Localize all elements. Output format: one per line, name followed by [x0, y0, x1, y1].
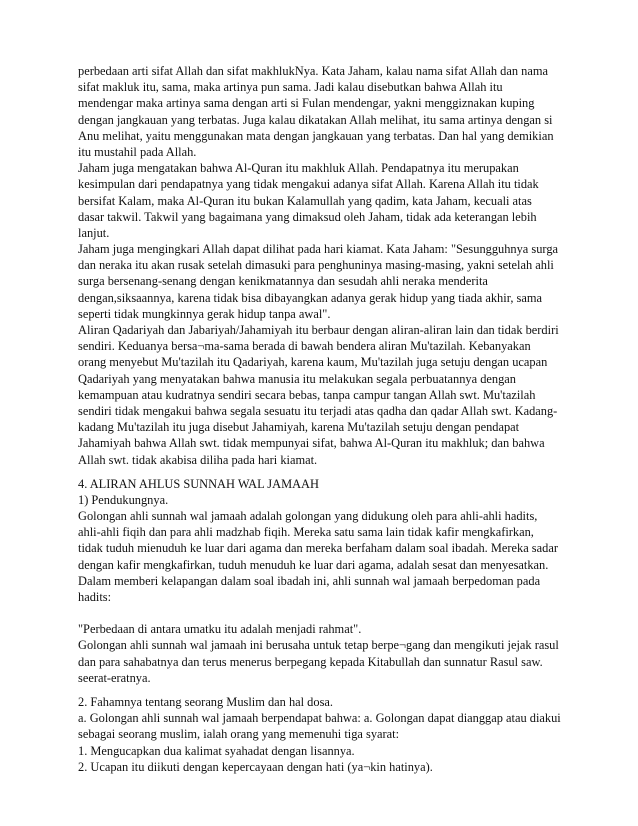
- text-line: perbedaan arti sifat Allah dan sifat makhlukNya. Kata Jaham, kalau nama sifat Allah dan nama: [78, 64, 548, 78]
- text-line: lanjut.: [78, 225, 110, 240]
- text-line: dengan jangkauan yang terbatas. Juga kalau dikatakan Allah melihat, itu sama artinya dengan si: [78, 112, 553, 127]
- subheading: 1) Pendukungnya.: [78, 492, 169, 507]
- text-line: Golongan ahli sunnah wal jamaah ini berusaha untuk tetap berpe¬gang dan mengikuti jejak rasul: [78, 638, 559, 653]
- quote-line: "Perbedaan di antara umatku itu adalah menjadi rahmat".: [78, 622, 362, 637]
- text-line: Dalam memberi kelapangan dalam soal ibadah ini, ahli sunnah wal jamaah berpedoman pada: [78, 573, 541, 588]
- paragraph-spacer: [78, 686, 564, 694]
- text-line: sendiri. Keduanya bersa¬ma-sama berada di bawah bendera aliran Mu'tazilah. Kebanyakan: [78, 339, 531, 354]
- text-line: sebagai seorang muslim, ialah orang yang memenuhi tiga syarat:: [78, 727, 400, 742]
- text-line: orang menyebut Mu'tazilah itu Qadariyah, karena kaum, Mu'tazilah juga setuju dengan ucapan: [78, 355, 548, 370]
- text-line: Golongan ahli sunnah wal jamaah adalah golongan yang didukung oleh para ahli-ahli hadits,: [78, 509, 538, 524]
- text-line: kadang Mu'tazilah itu juga disebut Jahamiyah, karena Mu'tazilah setuju dengan pendapat: [78, 420, 520, 435]
- paragraph-block-jaham: [78, 63, 564, 468]
- text-line: Jaham juga mengatakan bahwa Al-Quran itu makhluk Allah. Pendapatnya itu merupakan: [78, 161, 519, 176]
- text-line: dengan,siksaannya, karena tidak bisa dibayangkan adanya gerak hidup yang tiada akhir, sama: [78, 290, 542, 305]
- text-line: itu mustahil pada Allah.: [78, 144, 197, 159]
- text-line: ahli-ahli fiqih dan para ahli madzhab fiqih. Mereka satu sama lain tidak kafir mengkafirkan,: [78, 525, 534, 540]
- text-line: Jaham juga mengingkari Allah dapat dilihat pada hari kiamat. Kata Jaham: "Sesungguhnya surga: [78, 242, 559, 257]
- document-body: [78, 63, 564, 775]
- section-muslim-dosa: [78, 694, 564, 775]
- list-item: 1. Mengucapkan dua kalimat syahadat dengan lisannya.: [78, 743, 355, 758]
- text-line: seerat-eratnya.: [78, 670, 151, 685]
- paragraph-spacer: [78, 605, 564, 621]
- text-line: Qadariyah yang menyatakan bahwa manusia itu melakukan segala perbuatannya dengan: [78, 371, 516, 386]
- text-line: dan para sahabatnya dan terus menerus berpegang kepada Kitabullah dan sunnatur Rasul saw.: [78, 654, 543, 669]
- text-line: hadits:: [78, 590, 112, 604]
- subheading: 2. Fahamnya tentang seorang Muslim dan hal dosa.: [78, 694, 333, 709]
- text-line: dasar takwil. Takwil yang bagaimana yang dimaksud oleh Jaham, tidak ada keterangan lebih: [78, 209, 537, 224]
- text-line: bersifat Kalam, maka Al-Quran itu bukan Kalamullah yang qadim, kata Jaham, kecuali atas: [78, 193, 532, 208]
- text-line: surga bersenang-senang dengan kenikmatannya dan sesudah ahli neraka menderita: [78, 274, 488, 289]
- text-line: Allah swt. tidak akabisa diliha pada hari kiamat.: [78, 452, 318, 467]
- text-line: dengan kafir mengkafirkan, tuduh menuduh ke luar dari agama, adalah sesat dan menyesatkan.: [78, 557, 549, 572]
- text-line: sifat makluk itu, sama, maka artinya pun sama. Jadi kalau disebutkan bahwa Allah itu: [78, 80, 503, 95]
- section-ahlus-sunnah: [78, 476, 564, 606]
- paragraph-spacer: [78, 468, 564, 476]
- text-line: kesimpulan dari pendapatnya yang tidak mengakui adanya sifat Allah. Karena Allah itu tidak: [78, 177, 539, 192]
- text-line: Jahamiyah bahwa Allah swt. tidak mempunyai sifat, bahwa Al-Quran itu makhluk; dan bahwa: [78, 436, 545, 451]
- text-line: mendengar maka artinya sama dengan arti si Fulan mendengar, yakni menggiznakan kuping: [78, 96, 535, 111]
- text-line: a. Golongan ahli sunnah wal jamaah berpendapat bahwa: a. Golongan dapat dianggap atau diakui: [78, 711, 561, 726]
- text-line: kemampuan atau kudratnya sendiri secara bebas, tanpa campur tangan Allah swt. Mu'tazilah: [78, 387, 536, 402]
- list-item: 2. Ucapan itu diikuti dengan kepercayaan dengan hati (ya¬kin hatinya).: [78, 759, 433, 774]
- text-line: seperti tidak mungkinnya gerak hidup tanpa awal".: [78, 306, 331, 321]
- hadits-quote-block: [78, 621, 564, 686]
- text-line: sendiri tidak mengakui bahwa segala sesuatu itu terjadi atas qadha dan qadar Allah swt. Kadang-: [78, 403, 558, 418]
- text-line: Anu melihat, yaitu menggunakan mata dengan jangkauan yang terbatas. Dan hal yang demikian: [78, 128, 554, 143]
- section-heading: 4. ALIRAN AHLUS SUNNAH WAL JAMAAH: [78, 476, 319, 491]
- text-line: dan neraka itu akan rusak setelah dimasuki para penghuninya masing-masing, yakni setelah ahli: [78, 258, 554, 273]
- text-line: tidak tuduh mienuduh ke luar dari agama dan mereka berfaham dalam soal ibadah. Mereka sadar: [78, 541, 558, 556]
- text-line: Aliran Qadariyah dan Jabariyah/Jahamiyah itu berbaur dengan aliran-aliran lain dan tidak berdiri: [78, 323, 559, 337]
